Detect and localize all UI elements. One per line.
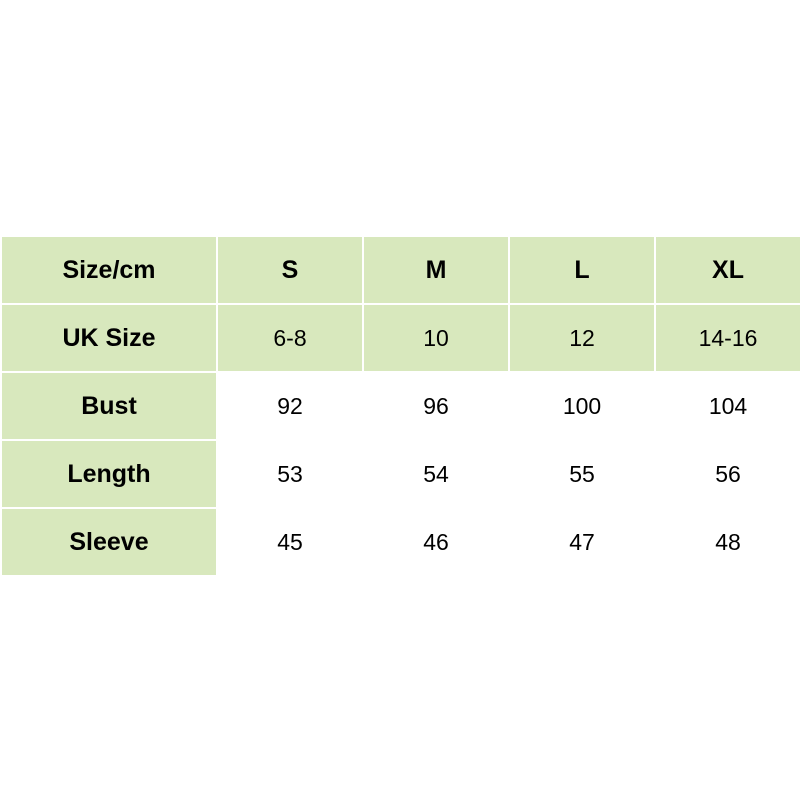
column-header-l: L [509,236,655,304]
size-chart-table [0,235,800,577]
cell-sleeve-m: 46 [363,508,509,576]
cell-bust-l: 100 [509,372,655,440]
column-header-m: M [363,236,509,304]
row-label-sleeve: Sleeve [1,508,217,576]
column-header-size-cm: Size/cm [1,236,217,304]
cell-uk-size-l: 12 [509,304,655,372]
cell-length-m: 54 [363,440,509,508]
cell-uk-size-s: 6-8 [217,304,363,372]
cell-bust-xl: 104 [655,372,800,440]
cell-sleeve-l: 47 [509,508,655,576]
cell-length-s: 53 [217,440,363,508]
cell-length-l: 55 [509,440,655,508]
cell-bust-s: 92 [217,372,363,440]
table-row [1,440,800,508]
table-row [1,304,800,372]
cell-bust-m: 96 [363,372,509,440]
cell-sleeve-s: 45 [217,508,363,576]
column-header-s: S [217,236,363,304]
row-label-bust: Bust [1,372,217,440]
column-header-xl: XL [655,236,800,304]
cell-uk-size-m: 10 [363,304,509,372]
table-row [1,372,800,440]
cell-sleeve-xl: 48 [655,508,800,576]
row-label-length: Length [1,440,217,508]
cell-length-xl: 56 [655,440,800,508]
table-row [1,508,800,576]
cell-uk-size-xl: 14-16 [655,304,800,372]
row-label-uk-size: UK Size [1,304,217,372]
size-chart [0,235,800,577]
table-header-row [1,236,800,304]
